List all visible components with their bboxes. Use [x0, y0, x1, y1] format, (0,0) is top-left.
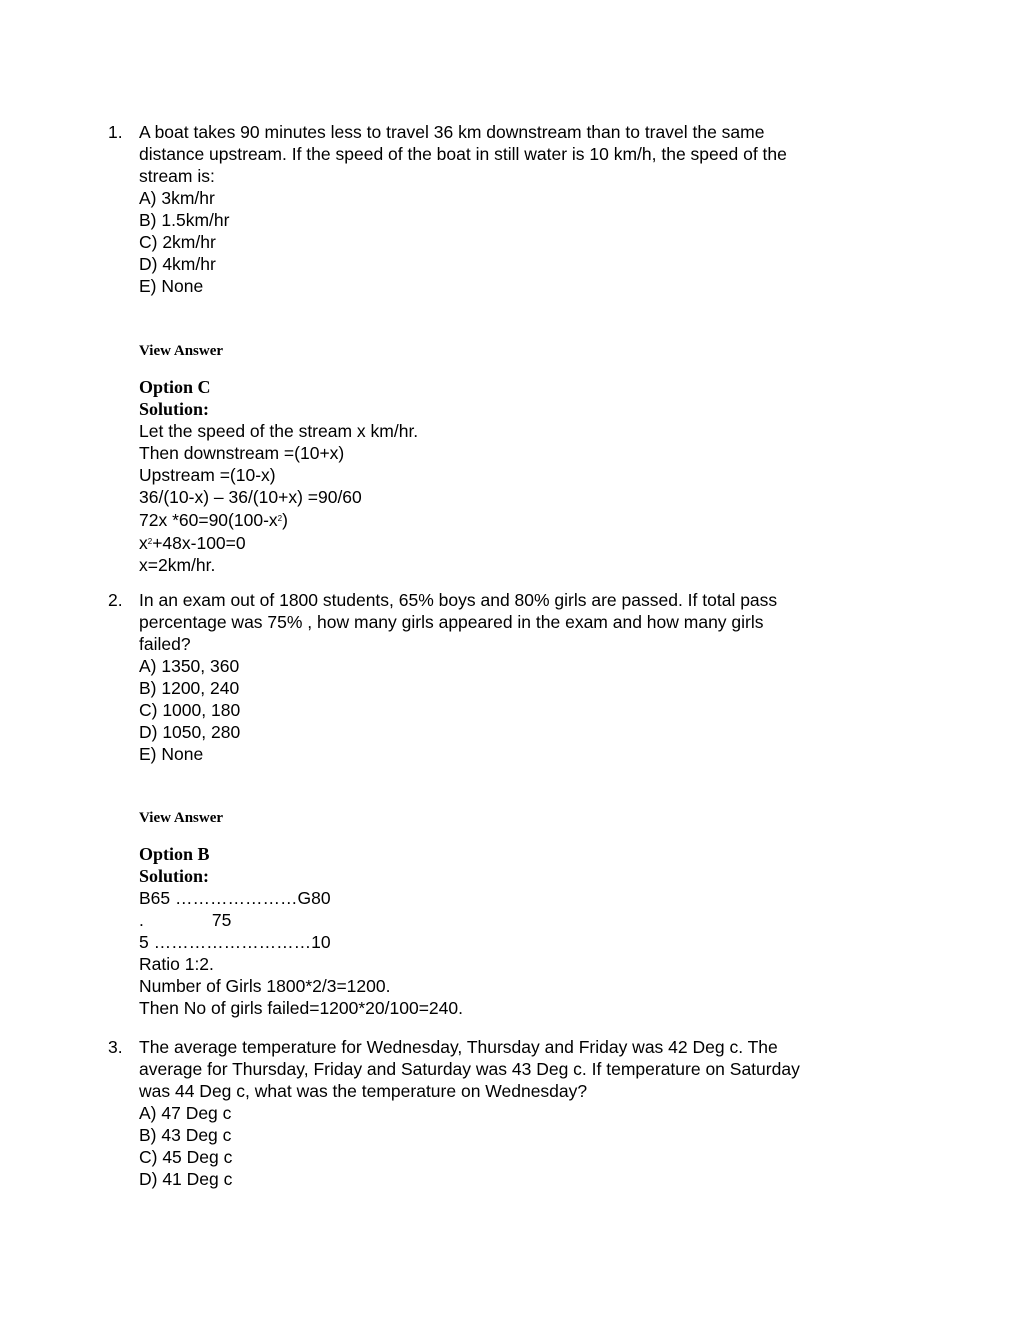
- solution-line: 36/(10-x) – 36/(10+x) =90/60: [139, 487, 362, 507]
- question-text-line: failed?: [139, 634, 191, 654]
- question-number: 1.: [108, 122, 123, 142]
- solution-equation: $x^2+48x-100=0$: [139, 533, 246, 553]
- solution-line: Ratio 1:2.: [139, 954, 214, 974]
- answer-choice: A) 47 Deg c: [139, 1103, 232, 1123]
- question-text-line: average for Thursday, Friday and Saturday was 43 Deg c. If temperature on Saturday: [139, 1059, 800, 1079]
- solution-line: 5 ………………………10: [139, 932, 331, 952]
- answer-option: Option C: [139, 377, 211, 397]
- question-text-line: A boat takes 90 minutes less to travel 36 km downstream than to travel the same: [139, 122, 765, 142]
- solution-line: Let the speed of the stream x km/hr.: [139, 421, 419, 441]
- answer-choice: D) 4km/hr: [139, 254, 216, 274]
- solution-label: Solution:: [139, 399, 210, 419]
- question-text-line: In an exam out of 1800 students, 65% boys and 80% girls are passed. If total pass: [139, 590, 778, 610]
- question-text-line: distance upstream. If the speed of the boat in still water is 10 km/h, the speed of the: [139, 144, 787, 164]
- answer-choice: C) 45 Deg c: [139, 1147, 233, 1167]
- solution-line: Then No of girls failed=1200*20/100=240.: [139, 998, 463, 1018]
- question-number: 3.: [108, 1037, 123, 1057]
- solution-label: Solution:: [139, 866, 210, 886]
- solution-equation: 72x $*60=90(100-x^2)$: [139, 510, 288, 530]
- solution-line: x=2km/hr.: [139, 555, 216, 575]
- answer-choice: E) None: [139, 744, 204, 764]
- answer-choice: B) 1200, 240: [139, 678, 240, 698]
- question-text-line: was 44 Deg c, what was the temperature on Wednesday?: [139, 1081, 588, 1101]
- answer-choice: D) 41 Deg c: [139, 1169, 233, 1189]
- question-text-line: percentage was 75% , how many girls appeared in the exam and how many girls: [139, 612, 764, 632]
- answer-choice: B) 43 Deg c: [139, 1125, 232, 1145]
- question-text-line: stream is:: [139, 166, 215, 186]
- view-answer-link[interactable]: View Answer: [139, 343, 224, 359]
- solution-line: Then downstream =(10+x): [139, 443, 345, 463]
- answer-choice: D) 1050, 280: [139, 722, 241, 742]
- answer-option: Option B: [139, 844, 210, 864]
- answer-choice: B) 1.5km/hr: [139, 210, 230, 230]
- answer-choice: A) 3km/hr: [139, 188, 215, 208]
- question-number: 2.: [108, 590, 123, 610]
- view-answer-link[interactable]: View Answer: [139, 810, 224, 826]
- solution-line: Number of Girls 1800*2/3=1200.: [139, 976, 391, 996]
- answer-choice: E) None: [139, 276, 204, 296]
- answer-choice: C) 2km/hr: [139, 232, 216, 252]
- question-text-line: The average temperature for Wednesday, Thursday and Friday was 42 Deg c. The: [139, 1037, 778, 1057]
- solution-line: . 75: [139, 910, 232, 930]
- solution-line: B65 …………………G80: [139, 888, 331, 908]
- solution-line: Upstream =(10-x): [139, 465, 276, 485]
- answer-choice: A) 1350, 360: [139, 656, 240, 676]
- answer-choice: C) 1000, 180: [139, 700, 241, 720]
